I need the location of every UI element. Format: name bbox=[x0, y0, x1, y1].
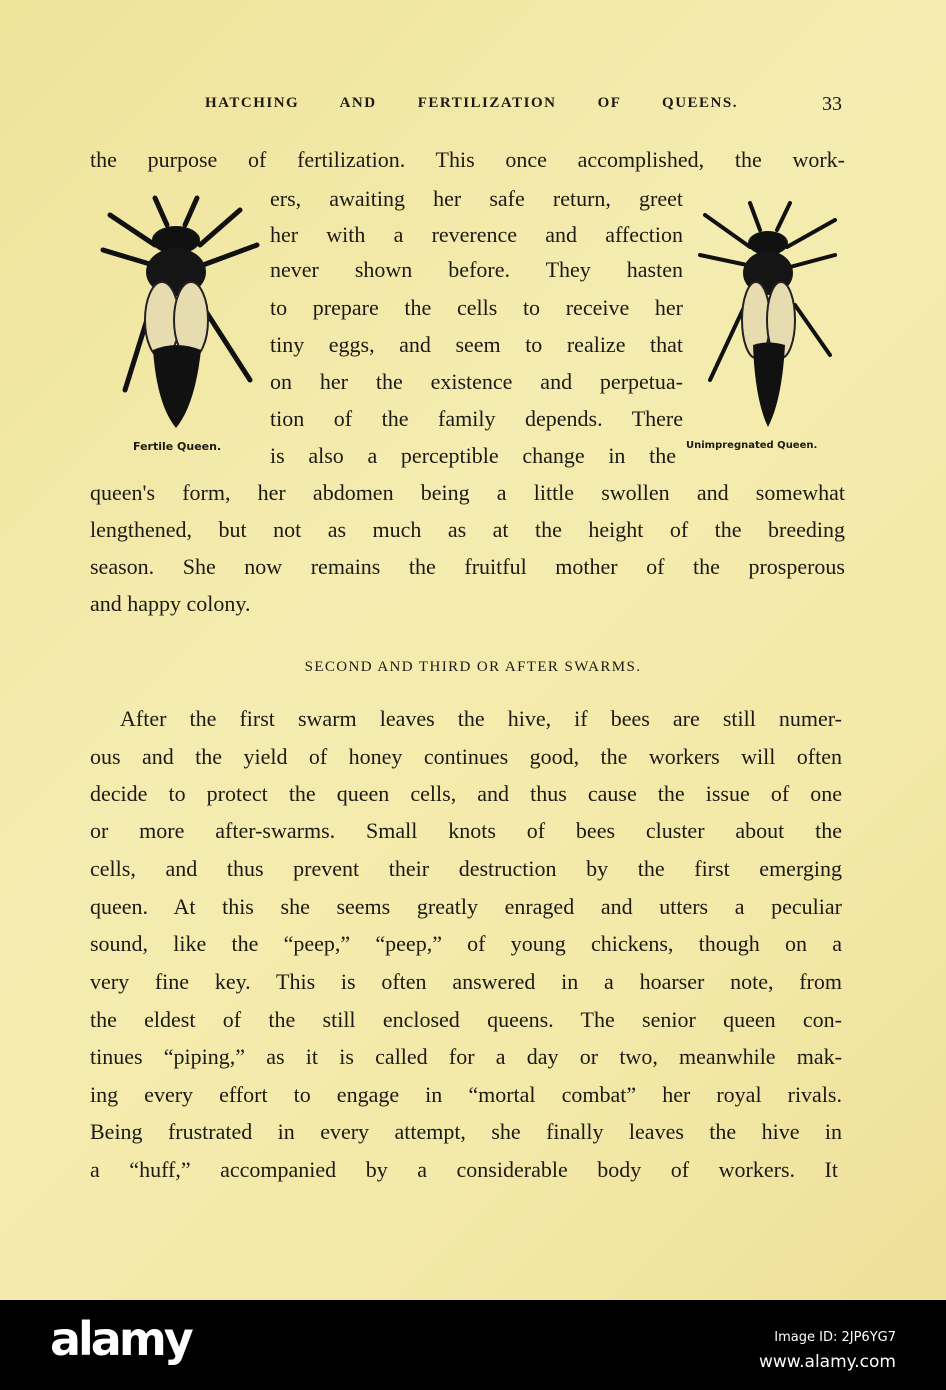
text-line: decide to protect the queen cells, and thus cause the issue of one bbox=[90, 781, 842, 806]
fertile-queen-illustration bbox=[95, 190, 265, 430]
text-line: cells, and thus prevent their destruction by the first emerging bbox=[90, 856, 842, 881]
text-line: After the first swarm leaves the hive, if bees are still numer- bbox=[120, 706, 842, 731]
alamy-logo: alamy bbox=[50, 1312, 191, 1366]
text-line: season. She now remains the fruitful mother of the prosperous bbox=[90, 554, 845, 579]
text-line: Being frustrated in every attempt, she finally leaves the hive in bbox=[90, 1119, 842, 1144]
text-line: queen's form, her abdomen being a little swollen and somewhat bbox=[90, 480, 845, 505]
text-line: very fine key. This is often answered in a hoarser note, from bbox=[90, 969, 842, 994]
text-line: tion of the family depends. There bbox=[270, 406, 683, 431]
text-line: lengthened, but not as much as at the height of the breeding bbox=[90, 517, 845, 542]
text-line: ing every effort to engage in “mortal combat” her royal rivals. bbox=[90, 1082, 842, 1107]
figure-caption-unimpregnated-queen: Unimpregnated Queen. bbox=[686, 440, 818, 451]
page-number: 33 bbox=[822, 93, 842, 115]
text-line: sound, like the “peep,” “peep,” of young chickens, though on a bbox=[90, 931, 842, 956]
text-line: never shown before. They hasten bbox=[270, 257, 683, 282]
text-line: on her the existence and perpetua- bbox=[270, 369, 683, 394]
site-url: www.alamy.com bbox=[758, 1352, 896, 1372]
text-line: her with a reverence and affection bbox=[270, 222, 683, 247]
unimpregnated-queen-illustration bbox=[695, 195, 845, 430]
text-line: to prepare the cells to receive her bbox=[270, 295, 683, 320]
text-line: ers, awaiting her safe return, greet bbox=[270, 186, 683, 211]
text-line: the purpose of fertilization. This once accomplished, the work- bbox=[90, 147, 845, 172]
watermark-banner bbox=[0, 1300, 946, 1390]
text-line: and happy colony. bbox=[90, 591, 251, 616]
running-title: HATCHING AND FERTILIZATION OF QUEENS. bbox=[205, 95, 738, 111]
text-line: or more after-swarms. Small knots of bees cluster about the bbox=[90, 818, 842, 843]
text-line: a “huff,” accompanied by a considerable body of workers. It bbox=[90, 1157, 838, 1182]
text-line: queen. At this she seems greatly enraged and utters a peculiar bbox=[90, 894, 842, 919]
text-line: the eldest of the still enclosed queens. The senior queen con- bbox=[90, 1007, 842, 1032]
text-line: is also a perceptible change in the bbox=[270, 443, 676, 468]
section-heading: SECOND AND THIRD OR AFTER SWARMS. bbox=[304, 659, 642, 675]
text-line: tinues “piping,” as it is called for a day or two, meanwhile mak- bbox=[90, 1044, 842, 1069]
image-id: Image ID: 2JP6YG7 bbox=[774, 1330, 896, 1345]
text-line: tiny eggs, and seem to realize that bbox=[270, 332, 683, 357]
figure-caption-fertile-queen: Fertile Queen. bbox=[133, 440, 222, 453]
text-line: ous and the yield of honey continues good, the workers will often bbox=[90, 744, 842, 769]
